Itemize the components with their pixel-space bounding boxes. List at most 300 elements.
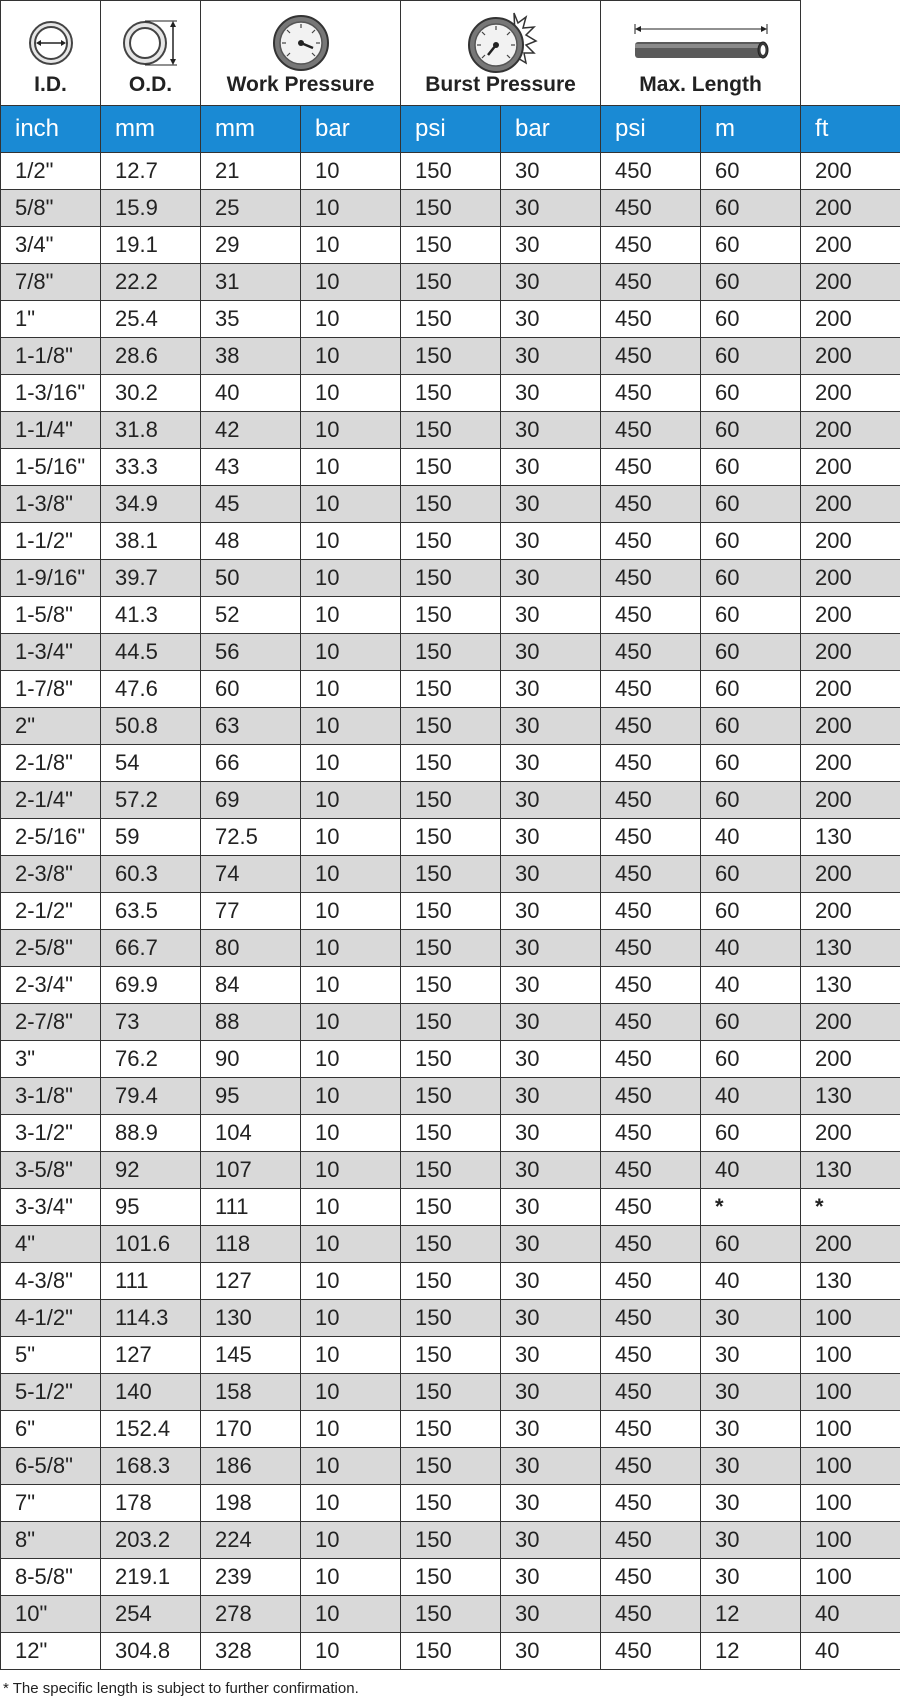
cell-id-inch: 4": [1, 1226, 101, 1263]
table-row: [1, 412, 900, 449]
cell-id-inch: 2-5/16": [1, 819, 101, 856]
cell-burst-bar: 30: [501, 523, 601, 560]
cell-burst-psi: 450: [601, 560, 701, 597]
cell-burst-bar: 30: [501, 1337, 601, 1374]
cell-id-mm: 57.2: [101, 782, 201, 819]
cell-id-mm: 79.4: [101, 1078, 201, 1115]
cell-id-mm: 95: [101, 1189, 201, 1226]
table-row: [1, 893, 900, 930]
cell-id-mm: 39.7: [101, 560, 201, 597]
table-row: [1, 967, 900, 1004]
cell-length-m: 40: [701, 967, 801, 1004]
unit-header-work-bar: bar: [301, 106, 401, 153]
cell-id-mm: 22.2: [101, 264, 201, 301]
cell-id-inch: 3/4": [1, 227, 101, 264]
cell-id-inch: 1-1/4": [1, 412, 101, 449]
cell-burst-psi: 450: [601, 412, 701, 449]
cell-burst-bar: 30: [501, 745, 601, 782]
cell-burst-psi: 450: [601, 893, 701, 930]
cell-length-ft: 200: [801, 523, 900, 560]
cell-length-ft: 40: [801, 1633, 900, 1670]
cell-id-inch: 1-5/16": [1, 449, 101, 486]
cell-id-mm: 88.9: [101, 1115, 201, 1152]
cell-length-m: 30: [701, 1300, 801, 1337]
cell-work-bar: 10: [301, 412, 401, 449]
cell-work-psi: 150: [401, 597, 501, 634]
cell-length-ft: 200: [801, 597, 900, 634]
cell-work-psi: 150: [401, 708, 501, 745]
cell-work-bar: 10: [301, 1300, 401, 1337]
cell-length-ft: 200: [801, 560, 900, 597]
cell-burst-bar: 30: [501, 1115, 601, 1152]
cell-id-inch: 1-3/4": [1, 634, 101, 671]
cell-work-bar: 10: [301, 1633, 401, 1670]
cell-id-mm: 73: [101, 1004, 201, 1041]
table-row: [1, 671, 900, 708]
cell-work-psi: 150: [401, 301, 501, 338]
table-row: [1, 227, 900, 264]
table-row: [1, 1041, 900, 1078]
table-row: [1, 856, 900, 893]
cell-burst-bar: 30: [501, 1559, 601, 1596]
cell-id-mm: 140: [101, 1374, 201, 1411]
table-row: [1, 1596, 900, 1633]
table-row: [1, 1559, 900, 1596]
cell-burst-bar: 30: [501, 930, 601, 967]
unit-header-od-mm: mm: [201, 106, 301, 153]
cell-length-m: 60: [701, 634, 801, 671]
cell-burst-psi: 450: [601, 338, 701, 375]
cell-od-mm: 72.5: [201, 819, 301, 856]
cell-length-m: 60: [701, 375, 801, 412]
group-max-length: [601, 1, 801, 106]
cell-od-mm: 111: [201, 1189, 301, 1226]
cell-id-mm: 54: [101, 745, 201, 782]
cell-burst-psi: 450: [601, 1263, 701, 1300]
cell-work-psi: 150: [401, 1522, 501, 1559]
cell-burst-bar: 30: [501, 1189, 601, 1226]
cell-burst-bar: 30: [501, 1485, 601, 1522]
cell-od-mm: 42: [201, 412, 301, 449]
cell-length-m: 60: [701, 523, 801, 560]
cell-od-mm: 158: [201, 1374, 301, 1411]
cell-work-bar: 10: [301, 930, 401, 967]
cell-work-psi: 150: [401, 412, 501, 449]
cell-id-mm: 203.2: [101, 1522, 201, 1559]
cell-burst-psi: 450: [601, 1448, 701, 1485]
cell-length-ft: 200: [801, 856, 900, 893]
cell-od-mm: 43: [201, 449, 301, 486]
table-row: [1, 1411, 900, 1448]
cell-burst-psi: 450: [601, 486, 701, 523]
cell-id-mm: 59: [101, 819, 201, 856]
cell-work-bar: 10: [301, 597, 401, 634]
cell-id-mm: 15.9: [101, 190, 201, 227]
cell-length-m: 30: [701, 1485, 801, 1522]
cell-id-inch: 2-5/8": [1, 930, 101, 967]
table-row: [1, 1189, 900, 1226]
cell-burst-bar: 30: [501, 1374, 601, 1411]
cell-work-psi: 150: [401, 1633, 501, 1670]
cell-burst-psi: 450: [601, 190, 701, 227]
cell-length-m: 60: [701, 1041, 801, 1078]
cell-work-bar: 10: [301, 1189, 401, 1226]
cell-work-psi: 150: [401, 1411, 501, 1448]
cell-length-m: 60: [701, 190, 801, 227]
cell-od-mm: 69: [201, 782, 301, 819]
cell-id-inch: 3-5/8": [1, 1152, 101, 1189]
table-row: [1, 1522, 900, 1559]
cell-od-mm: 107: [201, 1152, 301, 1189]
cell-burst-psi: 450: [601, 856, 701, 893]
cell-burst-bar: 30: [501, 1226, 601, 1263]
cell-burst-bar: 30: [501, 560, 601, 597]
cell-burst-psi: 450: [601, 449, 701, 486]
cell-work-psi: 150: [401, 745, 501, 782]
cell-burst-bar: 30: [501, 782, 601, 819]
cell-work-bar: 10: [301, 1522, 401, 1559]
cell-length-ft: 200: [801, 301, 900, 338]
cell-id-mm: 60.3: [101, 856, 201, 893]
cell-work-psi: 150: [401, 967, 501, 1004]
group-label-max-length: Max. Length: [639, 73, 762, 96]
cell-od-mm: 77: [201, 893, 301, 930]
unit-header-work-psi: psi: [401, 106, 501, 153]
cell-id-mm: 168.3: [101, 1448, 201, 1485]
cell-work-psi: 150: [401, 486, 501, 523]
cell-length-ft: 130: [801, 1263, 900, 1300]
group-label-id: I.D.: [34, 73, 67, 96]
cell-burst-bar: 30: [501, 301, 601, 338]
cell-id-mm: 152.4: [101, 1411, 201, 1448]
cell-work-bar: 10: [301, 1596, 401, 1633]
cell-id-mm: 254: [101, 1596, 201, 1633]
table-row: [1, 930, 900, 967]
cell-length-m: 60: [701, 412, 801, 449]
burst-gauge-icon: [464, 11, 538, 75]
cell-work-psi: 150: [401, 1115, 501, 1152]
cell-burst-psi: 450: [601, 1041, 701, 1078]
cell-work-psi: 150: [401, 1559, 501, 1596]
cell-id-inch: 2-7/8": [1, 1004, 101, 1041]
cell-od-mm: 80: [201, 930, 301, 967]
cell-length-ft: 200: [801, 634, 900, 671]
cell-od-mm: 90: [201, 1041, 301, 1078]
cell-work-bar: 10: [301, 523, 401, 560]
group-od: [101, 1, 201, 106]
cell-od-mm: 95: [201, 1078, 301, 1115]
cell-id-inch: 1-1/8": [1, 338, 101, 375]
cell-od-mm: 127: [201, 1263, 301, 1300]
cell-od-mm: 48: [201, 523, 301, 560]
cell-od-mm: 50: [201, 560, 301, 597]
cell-id-mm: 33.3: [101, 449, 201, 486]
cell-od-mm: 145: [201, 1337, 301, 1374]
cell-burst-bar: 30: [501, 1522, 601, 1559]
cell-id-mm: 47.6: [101, 671, 201, 708]
cell-od-mm: 66: [201, 745, 301, 782]
cell-burst-psi: 450: [601, 153, 701, 190]
cell-id-inch: 2-3/8": [1, 856, 101, 893]
table-row: [1, 1374, 900, 1411]
table-row: [1, 782, 900, 819]
cell-work-bar: 10: [301, 893, 401, 930]
cell-id-mm: 178: [101, 1485, 201, 1522]
cell-burst-psi: 450: [601, 1115, 701, 1152]
cell-length-ft: 130: [801, 1152, 900, 1189]
cell-burst-psi: 450: [601, 745, 701, 782]
cell-work-psi: 150: [401, 1263, 501, 1300]
table-row: [1, 745, 900, 782]
cell-work-psi: 150: [401, 338, 501, 375]
ring-outer-diameter-icon: [119, 17, 183, 69]
cell-length-m: 60: [701, 856, 801, 893]
cell-id-mm: 66.7: [101, 930, 201, 967]
cell-burst-psi: 450: [601, 1300, 701, 1337]
cell-work-bar: 10: [301, 153, 401, 190]
cell-id-inch: 8": [1, 1522, 101, 1559]
cell-work-psi: 150: [401, 856, 501, 893]
cell-burst-bar: 30: [501, 1078, 601, 1115]
cell-length-m: 12: [701, 1633, 801, 1670]
unit-header-length-m: m: [701, 106, 801, 153]
cell-length-ft: 200: [801, 1226, 900, 1263]
cell-length-ft: 100: [801, 1300, 900, 1337]
table-row: [1, 153, 900, 190]
cell-work-psi: 150: [401, 1189, 501, 1226]
cell-od-mm: 74: [201, 856, 301, 893]
cell-length-ft: 200: [801, 375, 900, 412]
cell-length-m: *: [701, 1189, 801, 1226]
cell-work-bar: 10: [301, 227, 401, 264]
cell-length-ft: 130: [801, 819, 900, 856]
cell-work-bar: 10: [301, 449, 401, 486]
cell-work-bar: 10: [301, 190, 401, 227]
table-row: [1, 1337, 900, 1374]
cell-od-mm: 31: [201, 264, 301, 301]
cell-work-bar: 10: [301, 301, 401, 338]
table-row: [1, 1485, 900, 1522]
ring-inner-diameter-icon: [27, 19, 75, 67]
cell-length-ft: 130: [801, 930, 900, 967]
table-row: [1, 486, 900, 523]
cell-id-mm: 92: [101, 1152, 201, 1189]
cell-burst-psi: 450: [601, 967, 701, 1004]
cell-od-mm: 84: [201, 967, 301, 1004]
cell-id-inch: 5/8": [1, 190, 101, 227]
cell-id-inch: 1/2": [1, 153, 101, 190]
cell-burst-psi: 450: [601, 1485, 701, 1522]
cell-length-m: 60: [701, 782, 801, 819]
cell-work-bar: 10: [301, 560, 401, 597]
cell-burst-psi: 450: [601, 597, 701, 634]
cell-burst-bar: 30: [501, 153, 601, 190]
cell-work-bar: 10: [301, 1226, 401, 1263]
cell-id-inch: 4-1/2": [1, 1300, 101, 1337]
cell-burst-bar: 30: [501, 486, 601, 523]
cell-length-m: 12: [701, 1596, 801, 1633]
cell-length-ft: 200: [801, 153, 900, 190]
cell-work-psi: 150: [401, 1078, 501, 1115]
cell-id-mm: 219.1: [101, 1559, 201, 1596]
cell-burst-bar: 30: [501, 449, 601, 486]
cell-id-inch: 7": [1, 1485, 101, 1522]
cell-id-mm: 19.1: [101, 227, 201, 264]
cell-id-mm: 69.9: [101, 967, 201, 1004]
cell-id-inch: 10": [1, 1596, 101, 1633]
cell-length-m: 60: [701, 1004, 801, 1041]
table-row: [1, 634, 900, 671]
cell-work-psi: 150: [401, 227, 501, 264]
cell-burst-bar: 30: [501, 634, 601, 671]
cell-burst-psi: 450: [601, 1522, 701, 1559]
cell-od-mm: 45: [201, 486, 301, 523]
cell-length-m: 60: [701, 264, 801, 301]
cell-work-bar: 10: [301, 1485, 401, 1522]
cell-burst-bar: 30: [501, 1448, 601, 1485]
cell-id-mm: 41.3: [101, 597, 201, 634]
table-row: [1, 449, 900, 486]
cell-work-psi: 150: [401, 1596, 501, 1633]
table-row: [1, 708, 900, 745]
cell-length-ft: 200: [801, 486, 900, 523]
cell-id-inch: 1": [1, 301, 101, 338]
cell-od-mm: 56: [201, 634, 301, 671]
cell-od-mm: 224: [201, 1522, 301, 1559]
cell-length-ft: 100: [801, 1374, 900, 1411]
cell-burst-psi: 450: [601, 523, 701, 560]
cell-id-mm: 30.2: [101, 375, 201, 412]
cell-work-bar: 10: [301, 1263, 401, 1300]
cell-id-mm: 76.2: [101, 1041, 201, 1078]
cell-length-ft: 130: [801, 967, 900, 1004]
cell-burst-bar: 30: [501, 1300, 601, 1337]
cell-burst-psi: 450: [601, 1633, 701, 1670]
table-row: [1, 1263, 900, 1300]
cell-length-ft: 100: [801, 1411, 900, 1448]
cell-length-m: 40: [701, 930, 801, 967]
table-row: [1, 190, 900, 227]
cell-length-m: 30: [701, 1337, 801, 1374]
cell-length-ft: 100: [801, 1337, 900, 1374]
cell-burst-psi: 450: [601, 782, 701, 819]
cell-id-mm: 28.6: [101, 338, 201, 375]
group-label-od: O.D.: [128, 73, 173, 96]
cell-od-mm: 104: [201, 1115, 301, 1152]
cell-work-bar: 10: [301, 782, 401, 819]
cell-length-ft: 200: [801, 1004, 900, 1041]
unit-header-row: [1, 106, 900, 153]
cell-burst-psi: 450: [601, 634, 701, 671]
cell-id-inch: 5-1/2": [1, 1374, 101, 1411]
cell-burst-bar: 30: [501, 967, 601, 1004]
cell-work-psi: 150: [401, 560, 501, 597]
cell-id-inch: 2-3/4": [1, 967, 101, 1004]
table-row: [1, 1300, 900, 1337]
cell-id-inch: 2-1/2": [1, 893, 101, 930]
table-row: [1, 1004, 900, 1041]
group-id: [1, 1, 101, 106]
cell-burst-bar: 30: [501, 708, 601, 745]
cell-id-inch: 8-5/8": [1, 1559, 101, 1596]
cell-burst-bar: 30: [501, 1041, 601, 1078]
cell-work-psi: 150: [401, 1485, 501, 1522]
cell-work-bar: 10: [301, 856, 401, 893]
cell-length-ft: 200: [801, 449, 900, 486]
cell-id-mm: 50.8: [101, 708, 201, 745]
cell-id-inch: 1-3/16": [1, 375, 101, 412]
cell-od-mm: 186: [201, 1448, 301, 1485]
cell-od-mm: 38: [201, 338, 301, 375]
cell-work-psi: 150: [401, 1337, 501, 1374]
cell-length-m: 60: [701, 1226, 801, 1263]
table-row: [1, 1152, 900, 1189]
cell-length-m: 60: [701, 708, 801, 745]
cell-work-bar: 10: [301, 338, 401, 375]
cell-id-inch: 3-1/2": [1, 1115, 101, 1152]
cell-od-mm: 130: [201, 1300, 301, 1337]
cell-burst-psi: 450: [601, 227, 701, 264]
cell-burst-psi: 450: [601, 930, 701, 967]
cell-burst-bar: 30: [501, 1411, 601, 1448]
cell-burst-psi: 450: [601, 1226, 701, 1263]
table-row: [1, 1633, 900, 1670]
cell-id-mm: 111: [101, 1263, 201, 1300]
cell-od-mm: 60: [201, 671, 301, 708]
footnote: * The specific length is subject to further confirmation.: [3, 1680, 359, 1697]
cell-work-psi: 150: [401, 782, 501, 819]
cell-burst-bar: 30: [501, 893, 601, 930]
cell-id-inch: 2-1/4": [1, 782, 101, 819]
cell-od-mm: 63: [201, 708, 301, 745]
cell-work-bar: 10: [301, 671, 401, 708]
cell-work-psi: 150: [401, 1226, 501, 1263]
cell-length-m: 60: [701, 745, 801, 782]
cell-length-ft: 40: [801, 1596, 900, 1633]
cell-od-mm: 21: [201, 153, 301, 190]
pressure-gauge-icon: [271, 13, 331, 73]
cell-od-mm: 198: [201, 1485, 301, 1522]
table-row: [1, 338, 900, 375]
cell-work-psi: 150: [401, 634, 501, 671]
cell-burst-bar: 30: [501, 264, 601, 301]
table-row: [1, 1448, 900, 1485]
cell-od-mm: 40: [201, 375, 301, 412]
cell-burst-bar: 30: [501, 856, 601, 893]
cell-id-inch: 3": [1, 1041, 101, 1078]
cell-id-inch: 1-7/8": [1, 671, 101, 708]
cell-id-inch: 4-3/8": [1, 1263, 101, 1300]
cell-burst-psi: 450: [601, 819, 701, 856]
cell-od-mm: 328: [201, 1633, 301, 1670]
cell-length-m: 30: [701, 1559, 801, 1596]
cell-work-bar: 10: [301, 819, 401, 856]
cell-burst-bar: 30: [501, 190, 601, 227]
cell-length-ft: 200: [801, 264, 900, 301]
table-row: [1, 597, 900, 634]
cell-length-ft: 200: [801, 338, 900, 375]
cell-id-inch: 2-1/8": [1, 745, 101, 782]
table-row: [1, 523, 900, 560]
cell-length-ft: 100: [801, 1448, 900, 1485]
cell-length-m: 60: [701, 486, 801, 523]
cell-id-inch: 5": [1, 1337, 101, 1374]
table-row: [1, 1078, 900, 1115]
cell-burst-bar: 30: [501, 597, 601, 634]
cell-burst-psi: 450: [601, 708, 701, 745]
hose-length-icon: [631, 20, 771, 66]
cell-id-mm: 101.6: [101, 1226, 201, 1263]
